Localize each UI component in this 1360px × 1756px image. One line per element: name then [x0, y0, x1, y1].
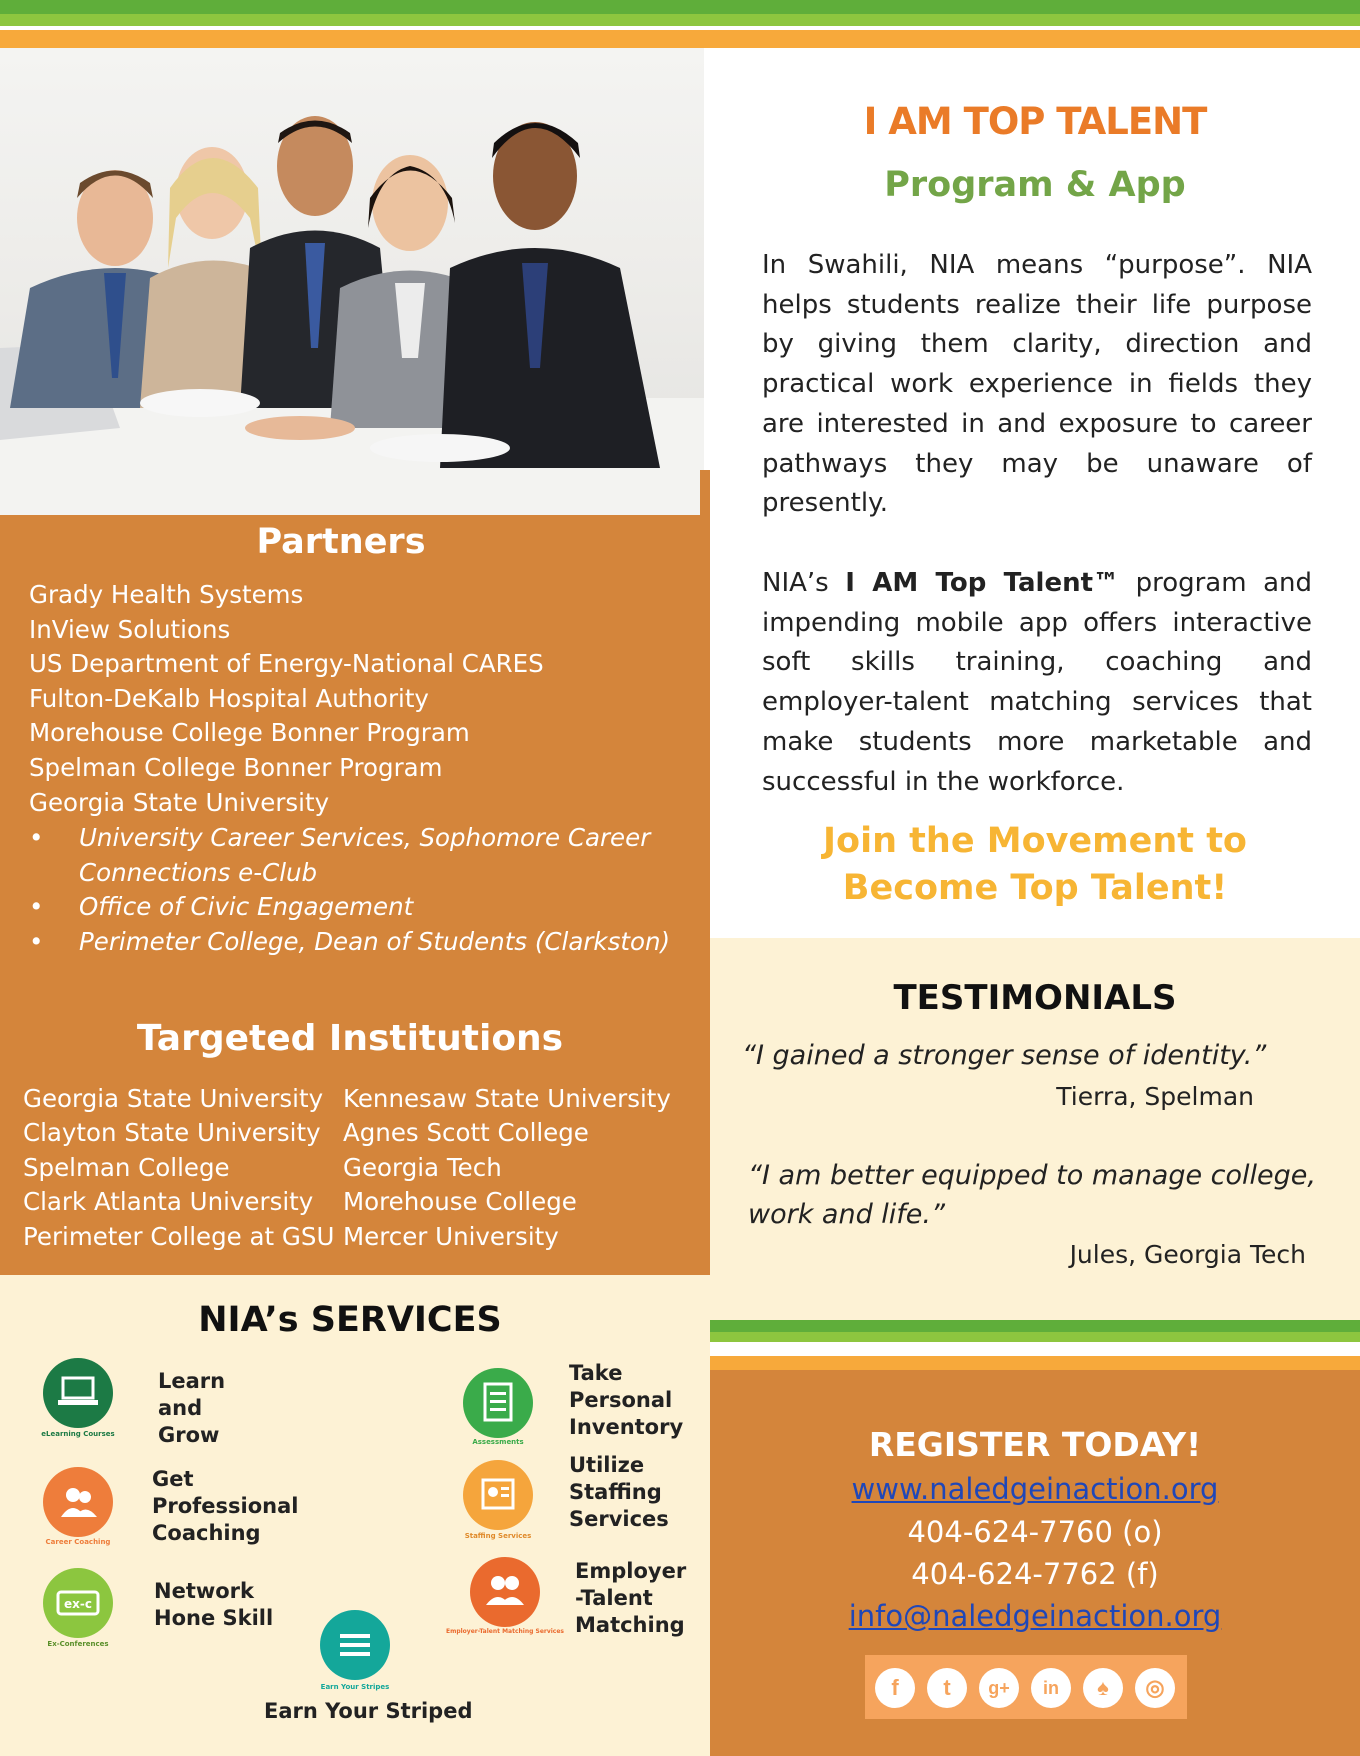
- twitter-icon[interactable]: t: [927, 1668, 967, 1708]
- partner-item: Georgia State University: [29, 787, 330, 817]
- partner-item: Spelman College Bonner Program: [29, 752, 443, 782]
- checklist-icon: [463, 1368, 533, 1438]
- fax-number: 404-624-7762 (f): [911, 1557, 1159, 1591]
- stripes-icon: [320, 1610, 390, 1680]
- join-movement-callout: Join the Movement to Become Top Talent!: [823, 821, 1247, 908]
- bullet-icon: •: [29, 823, 44, 852]
- top-orange-stripe: [0, 30, 1360, 48]
- services-heading: NIA’s SERVICES: [198, 1300, 502, 1340]
- page-subtitle: Program & App: [884, 165, 1186, 205]
- partner-item: US Department of Energy-National CARES: [29, 649, 544, 679]
- institutions-column-2: [343, 1082, 671, 1254]
- testimonial-author: Jules, Georgia Tech: [1069, 1240, 1306, 1269]
- institution-item: Morehouse College: [343, 1187, 577, 1217]
- facebook-icon[interactable]: f: [875, 1668, 915, 1708]
- gsu-subitem: • Office of Civic Engagement: [29, 890, 689, 925]
- staffing-icon: [463, 1460, 533, 1530]
- intro-paragraph: In Swahili, NIA means “purpose”. NIA helps students realize their life purpose by giving them clarity, direction and practical work experience in fields they are interested in and exposure to career pathways they may be unaware of presently.: [762, 250, 1312, 519]
- institution-item: Kennesaw State University: [343, 1084, 671, 1113]
- top-green-stripe: [0, 0, 1360, 14]
- institution-item: Perimeter College at GSU: [23, 1221, 335, 1251]
- office-phone: 404-624-7760 (o): [907, 1515, 1163, 1549]
- partner-item: Morehouse College Bonner Program: [29, 718, 470, 748]
- email-link[interactable]: info@naledgeinaction.org: [848, 1599, 1222, 1633]
- mid-orange-stripe: [710, 1356, 1360, 1370]
- social-media-bar: [865, 1655, 1187, 1719]
- partner-item: InView Solutions: [29, 614, 231, 644]
- mid-green-stripe: [710, 1320, 1360, 1332]
- snapchat-icon[interactable]: ♠: [1083, 1668, 1123, 1708]
- institution-item: Georgia State University: [23, 1084, 324, 1113]
- partner-item: Fulton-DeKalb Hospital Authority: [29, 683, 429, 713]
- gsu-subitems-list: [29, 821, 689, 959]
- service-caption: Ex-Conferences: [47, 1640, 109, 1648]
- matching-icon: [470, 1557, 540, 1627]
- website-link[interactable]: www.naledgeinaction.org: [851, 1472, 1219, 1506]
- gsu-subitem: • Perimeter College, Dean of Students (Clarkston): [29, 925, 689, 960]
- service-label-staffing: Utilize Staffing Services: [569, 1453, 669, 1531]
- testimonial-quote: “I am better equipped to manage college, work and life.”: [748, 1160, 1316, 1230]
- program-paragraph: NIA’s I AM Top Talent™ program and impending mobile app offers interactive soft skills training, coaching and employer-talent matching services that make students more marketable and successful in the workforce.: [762, 568, 1312, 797]
- page-title: I AM TOP TALENT: [863, 100, 1207, 143]
- svg-text:ex-c: ex-c: [64, 1597, 92, 1611]
- testimonial-author: Tierra, Spelman: [1056, 1082, 1254, 1111]
- service-caption: Staffing Services: [464, 1532, 532, 1540]
- service-label-matching: Employer -Talent Matching: [575, 1559, 687, 1637]
- service-caption: Assessments: [472, 1438, 524, 1446]
- partner-item: Grady Health Systems: [29, 580, 304, 609]
- targeted-institutions-heading: Targeted Institutions: [136, 1018, 564, 1059]
- linkedin-icon[interactable]: in: [1031, 1668, 1071, 1708]
- institution-item: Spelman College: [23, 1152, 230, 1182]
- service-caption: Earn Your Stripes: [320, 1683, 390, 1691]
- institution-item: Clayton State University: [23, 1118, 321, 1148]
- gsu-subitem: • University Career Services, Sophomore Career Connections e-Club: [29, 823, 651, 887]
- service-label-inventory: Take Personal Inventory: [569, 1361, 684, 1439]
- testimonials-heading: TESTIMONIALS: [893, 978, 1177, 1018]
- people-icon: [43, 1467, 113, 1537]
- testimonial-quote: “I gained a stronger sense of identity.”: [742, 1040, 1267, 1071]
- exc-icon: [43, 1568, 113, 1638]
- service-label-coaching: Get Professional Coaching: [152, 1467, 299, 1545]
- partners-list: [29, 578, 679, 820]
- business-people-photo: [0, 48, 704, 515]
- laptop-icon: [43, 1358, 113, 1428]
- top-lightgreen-stripe: [0, 14, 1360, 26]
- bullet-icon: •: [29, 892, 44, 922]
- service-label-stripes: Earn Your Striped: [264, 1699, 473, 1723]
- partners-heading: Partners: [256, 522, 426, 562]
- institution-item: Mercer University: [343, 1221, 559, 1251]
- service-label-network: Network Hone Skill: [154, 1579, 274, 1630]
- institutions-column-1: [23, 1082, 334, 1254]
- mid-lightgreen-stripe: [710, 1332, 1360, 1342]
- institution-item: Georgia Tech: [343, 1152, 502, 1182]
- institution-item: Agnes Scott College: [343, 1118, 589, 1148]
- google-plus-icon[interactable]: g+: [979, 1668, 1019, 1708]
- register-heading: REGISTER TODAY!: [868, 1425, 1202, 1464]
- service-caption: Career Coaching: [45, 1538, 111, 1546]
- service-label-learn: Learn and Grow: [158, 1369, 226, 1447]
- institution-item: Clark Atlanta University: [23, 1187, 314, 1217]
- instagram-icon[interactable]: ◎: [1135, 1668, 1175, 1708]
- service-caption: Employer-Talent Matching Services: [445, 1628, 565, 1635]
- bullet-icon: •: [29, 926, 44, 956]
- service-caption: eLearning Courses: [41, 1430, 115, 1438]
- orange-panel-tab: [700, 470, 710, 520]
